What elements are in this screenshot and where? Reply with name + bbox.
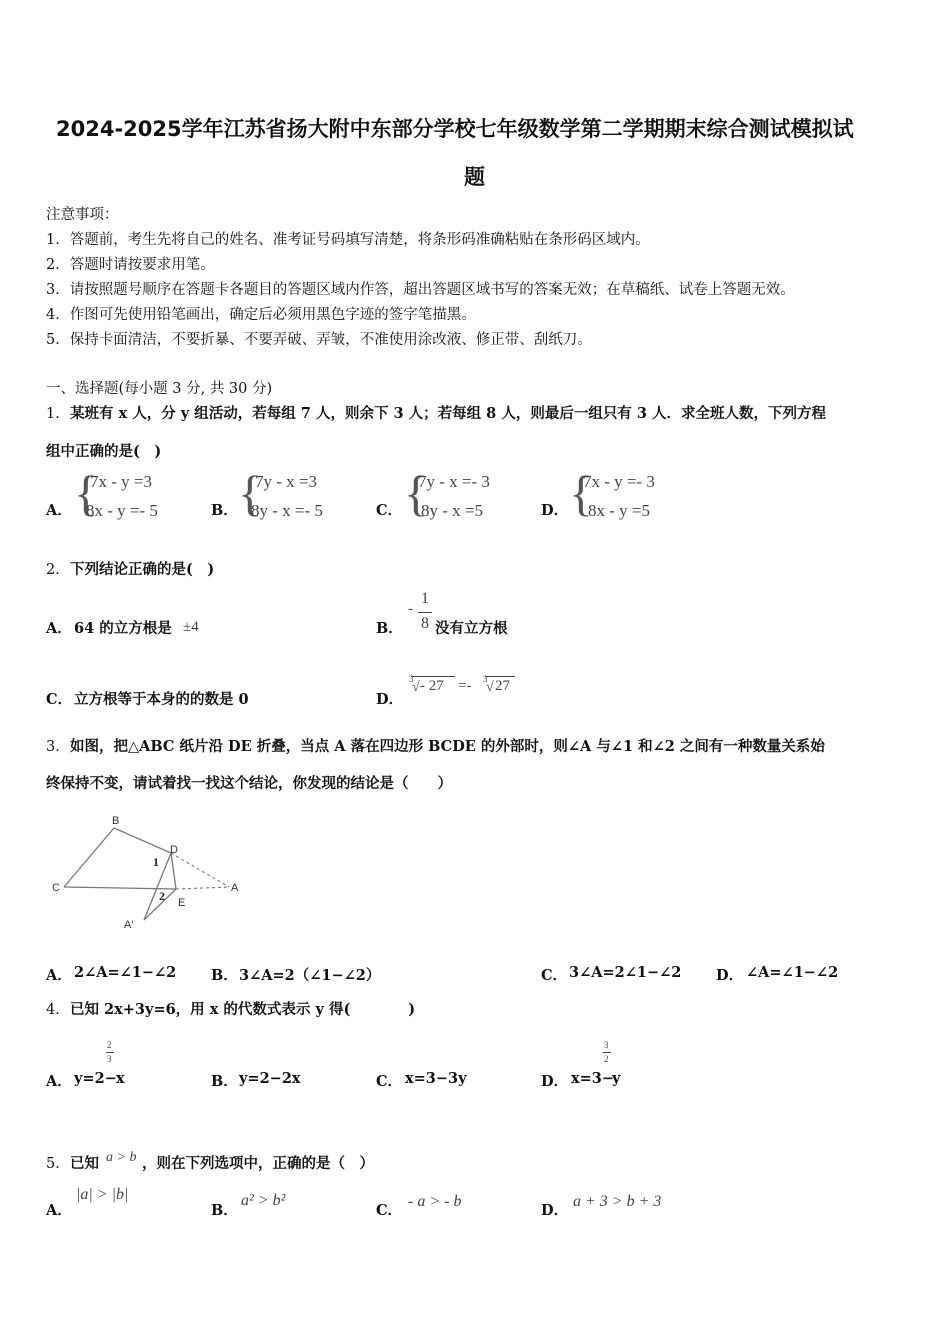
- q5-text-cont: ，则在下列选项中，正确的是（ ）: [142, 1155, 374, 1172]
- q5-text: 已知: [70, 1155, 99, 1172]
- option-text: y: [612, 1070, 621, 1087]
- page-title: 2024-2025学年江苏省扬大附中东部分学校七年级数学第二学期期末综合测试模拟试: [56, 117, 854, 141]
- math-expression: ±4: [183, 619, 199, 635]
- option-label: B．: [211, 967, 238, 984]
- option-label: D．: [716, 967, 744, 984]
- radical-sign: √: [486, 680, 494, 695]
- q3-text-cont: 终保持不变，请试着找一找这个结论，你发现的结论是（ ）: [46, 775, 452, 792]
- equation: 7x - y =3: [90, 472, 152, 491]
- fraction-bar: [418, 612, 432, 613]
- radical-sign: √: [412, 680, 420, 695]
- option-label: A．: [46, 620, 72, 637]
- label-a: A: [231, 882, 239, 894]
- option-label: A．: [46, 967, 72, 984]
- fraction-numerator: 1: [421, 590, 429, 607]
- option-label: B．: [376, 620, 403, 637]
- option-label: D．: [541, 502, 569, 519]
- notice-item: 3．请按照题号顺序在答题卡各题目的答题区域内作答，超出答题区域书写的答案无效；在草稿纸、试卷上答题无效。: [46, 282, 795, 298]
- math-expression: a + 3 > b + 3: [573, 1193, 662, 1210]
- equation: 8y - x =- 5: [251, 501, 323, 520]
- option-label: D．: [541, 1202, 569, 1219]
- option-label: A．: [46, 502, 72, 519]
- brace-symbol: {: [74, 465, 98, 521]
- minus-sign: -: [408, 601, 413, 617]
- radicand: 27: [495, 678, 510, 694]
- q3-text: 如图，把△ABC 纸片沿 DE 折叠，当点 A 落在四边形 BCDE 的外部时，则∠A 与∠1 和∠2 之间有一种数量关系始: [70, 738, 825, 755]
- root-index: 3: [483, 674, 488, 684]
- option-text: ∠A=∠1−∠2: [746, 964, 839, 981]
- equals-sign: =-: [458, 678, 472, 694]
- fraction-numerator: 3: [604, 1040, 609, 1050]
- option-label: D．: [541, 1073, 569, 1090]
- root-index: 3: [409, 674, 414, 684]
- option-text: 3∠A=2（∠1−∠2）: [239, 967, 381, 984]
- equation: 8y - x =5: [421, 501, 483, 520]
- q1-text: 某班有 x 人，分 y 组活动，若每组 7 人，则余下 3 人；若每组 8 人，则最后一组只有 3 人．求全班人数，下列方程: [70, 405, 826, 422]
- page-title-cont: 题: [464, 165, 485, 189]
- option-label: A．: [46, 1202, 72, 1219]
- notice-item: 2．答题时请按要求用笔。: [46, 257, 215, 273]
- q2-number: 2．: [46, 562, 70, 578]
- option-label: C．: [376, 502, 403, 519]
- equation: 8x - y =- 5: [86, 501, 158, 520]
- fraction-bar: [106, 1052, 114, 1053]
- radicand: - 27: [420, 678, 444, 694]
- notice-item: 4．作图可先使用铅笔画出，确定后必须用黑色字迹的签字笔描黑。: [46, 307, 476, 323]
- brace-symbol: {: [569, 465, 593, 521]
- label-e: E: [178, 897, 186, 909]
- option-text: 没有立方根: [435, 620, 508, 637]
- math-expression: |a| > |b|: [76, 1186, 129, 1203]
- equation: 7y - x =3: [255, 472, 317, 491]
- fold-dashed-line: [171, 853, 229, 887]
- math-condition: a > b: [106, 1150, 137, 1165]
- label-angle-2: 2: [159, 889, 165, 903]
- fraction-denominator: 3: [107, 1054, 112, 1064]
- option-label: D．: [376, 691, 404, 708]
- q4-number: 4．: [46, 1002, 70, 1018]
- label-angle-1: 1: [153, 855, 159, 869]
- q1-text-cont: 组中正确的是( ): [46, 443, 162, 460]
- brace-symbol: {: [238, 465, 262, 521]
- q5-number: 5．: [46, 1156, 70, 1172]
- q3-figure: [46, 808, 256, 938]
- option-label: C．: [376, 1073, 403, 1090]
- option-label: B．: [211, 1073, 238, 1090]
- math-expression: - a > - b: [408, 1193, 462, 1210]
- option-text: x: [116, 1070, 125, 1087]
- option-text: 3∠A=2∠1−∠2: [569, 964, 682, 981]
- fraction-denominator: 2: [604, 1054, 609, 1064]
- option-label: B．: [211, 1202, 238, 1219]
- equation: 7x - y =- 3: [583, 472, 655, 491]
- notice-item: 1．答题前，考生先将自己的姓名、准考证号码填写清楚，将条形码准确粘贴在条形码区域内。: [46, 232, 650, 248]
- option-label: C．: [46, 691, 73, 708]
- option-text: y=2−: [74, 1070, 117, 1087]
- equation: 8x - y =5: [588, 501, 650, 520]
- notice-item: 5．保持卡面清洁，不要折暴、不要弄破、弄皱，不准使用涂改液、修正带、刮纸刀。: [46, 332, 592, 348]
- fraction-bar: [603, 1052, 611, 1053]
- q4-text: 已知 2x+3y=6，用 x 的代数式表示 y 得( ): [70, 1001, 416, 1018]
- math-expression: a² > b²: [241, 1192, 286, 1209]
- label-b: B: [112, 815, 120, 827]
- section-heading: 一、选择题(每小题 3 分, 共 30 分): [46, 381, 273, 397]
- fold-dashed-line: [176, 887, 229, 889]
- option-text: y=2−2x: [239, 1070, 301, 1087]
- fold-line-de: [171, 853, 176, 889]
- fraction-numerator: 2: [107, 1040, 112, 1050]
- option-label: B．: [211, 502, 238, 519]
- label-d: D: [170, 844, 178, 856]
- option-text: x=3−: [571, 1070, 615, 1087]
- option-label: C．: [541, 967, 568, 984]
- fraction-denominator: 8: [421, 615, 429, 632]
- option-label: C．: [376, 1202, 403, 1219]
- label-a-prime: A′: [124, 919, 134, 931]
- q2-text: 下列结论正确的是( ): [70, 561, 215, 578]
- option-label: A．: [46, 1073, 72, 1090]
- option-text: 64 的立方根是: [74, 620, 172, 637]
- q3-number: 3．: [46, 739, 70, 755]
- label-c: C: [52, 882, 60, 894]
- equation: 7y - x =- 3: [418, 472, 490, 491]
- brace-symbol: {: [404, 465, 428, 521]
- option-text: 2∠A=∠1−∠2: [74, 964, 177, 981]
- q1-number: 1．: [46, 406, 70, 422]
- option-text: x=3−3y: [405, 1070, 467, 1087]
- notice-heading: 注意事项：: [46, 207, 119, 223]
- option-text: 立方根等于本身的的数是 0: [74, 691, 249, 708]
